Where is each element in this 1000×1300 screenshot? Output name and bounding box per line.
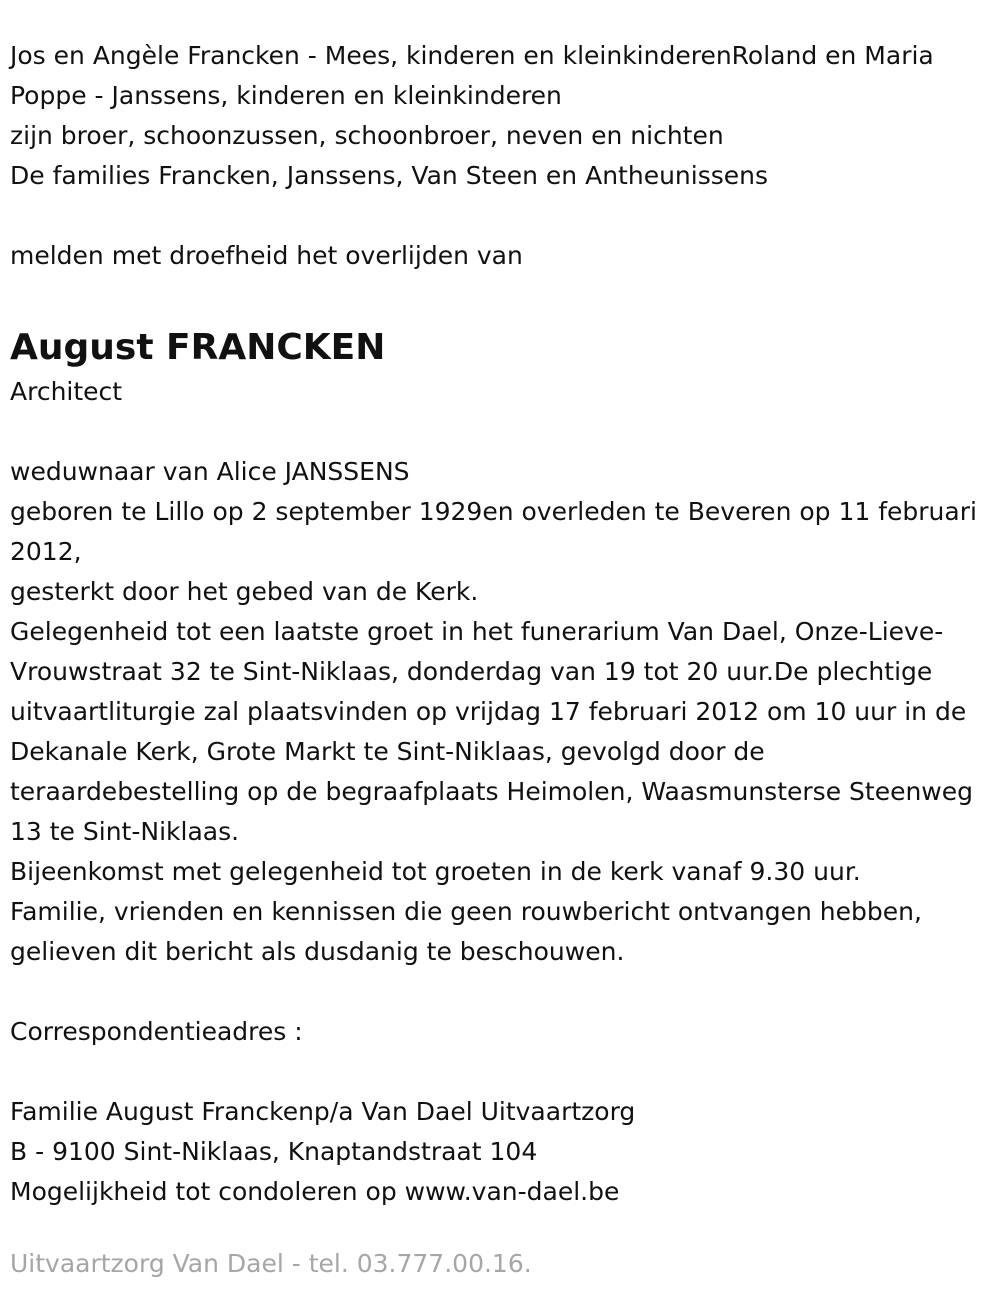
gathering-text: Bijeenkomst met gelegenheid tot groeten in de kerk vanaf 9.30 uur. bbox=[10, 857, 861, 886]
ceremony-text: Gelegenheid tot een laatste groet in het funerarium Van Dael, Onze-Lieve-Vrouwstraat 32 te Sint-Niklaas, donderdag van 19 tot 20 uur.De plechtige uitvaartliturgie zal plaatsvinden op vrijdag 17 februari 2012 om 10 uur in de Dekanale Kerk, Grote Markt te Sint-Niklaas, gevolgd door de teraardebestelling op de begraafplaats Heimolen, Waasmunsterse Steenweg 13 te Sint-Niklaas. bbox=[10, 617, 974, 846]
notice-text: Familie, vrienden en kennissen die geen rouwbericht ontvangen hebben, gelieven dit bericht als dusdanig te beschouwen. bbox=[10, 897, 922, 966]
announcer-line-1: Jos en Angèle Francken - Mees, kinderen en kleinkinderenRoland en Maria bbox=[10, 41, 934, 70]
correspondence-line-1: Familie August Franckenp/a Van Dael Uitvaartzorg bbox=[10, 1097, 636, 1126]
deceased-name: August FRANCKEN bbox=[10, 327, 386, 368]
intro-text: melden met droefheid het overlijden van bbox=[10, 241, 523, 270]
announcer-line-2: Poppe - Janssens, kinderen en kleinkinderen bbox=[10, 81, 562, 110]
spacer bbox=[10, 276, 990, 316]
correspondence-line-3: Mogelijkheid tot condoleren op www.van-dael.be bbox=[10, 1177, 620, 1206]
funeral-home-footer: Uitvaartzorg Van Dael - tel. 03.777.00.16. bbox=[10, 1249, 532, 1278]
spacer bbox=[10, 412, 990, 452]
announcer-line-3: zijn broer, schoonzussen, schoonbroer, neven en nichten bbox=[10, 121, 724, 150]
spacer bbox=[10, 972, 990, 1012]
spacer bbox=[10, 196, 990, 236]
faith-text: gesterkt door het gebed van de Kerk. bbox=[10, 577, 479, 606]
correspondence-line-2: B - 9100 Sint-Niklaas, Knaptandstraat 104 bbox=[10, 1137, 538, 1166]
announcer-line-4: De families Francken, Janssens, Van Steen en Antheunissens bbox=[10, 161, 769, 190]
birth-death-text: geboren te Lillo op 2 september 1929en overleden te Beveren op 11 februari 2012, bbox=[10, 497, 977, 566]
spacer bbox=[10, 1052, 990, 1092]
widower-text: weduwnaar van Alice JANSSENS bbox=[10, 457, 410, 486]
correspondence-label: Correspondentieadres : bbox=[10, 1017, 303, 1046]
deceased-profession: Architect bbox=[10, 377, 123, 406]
